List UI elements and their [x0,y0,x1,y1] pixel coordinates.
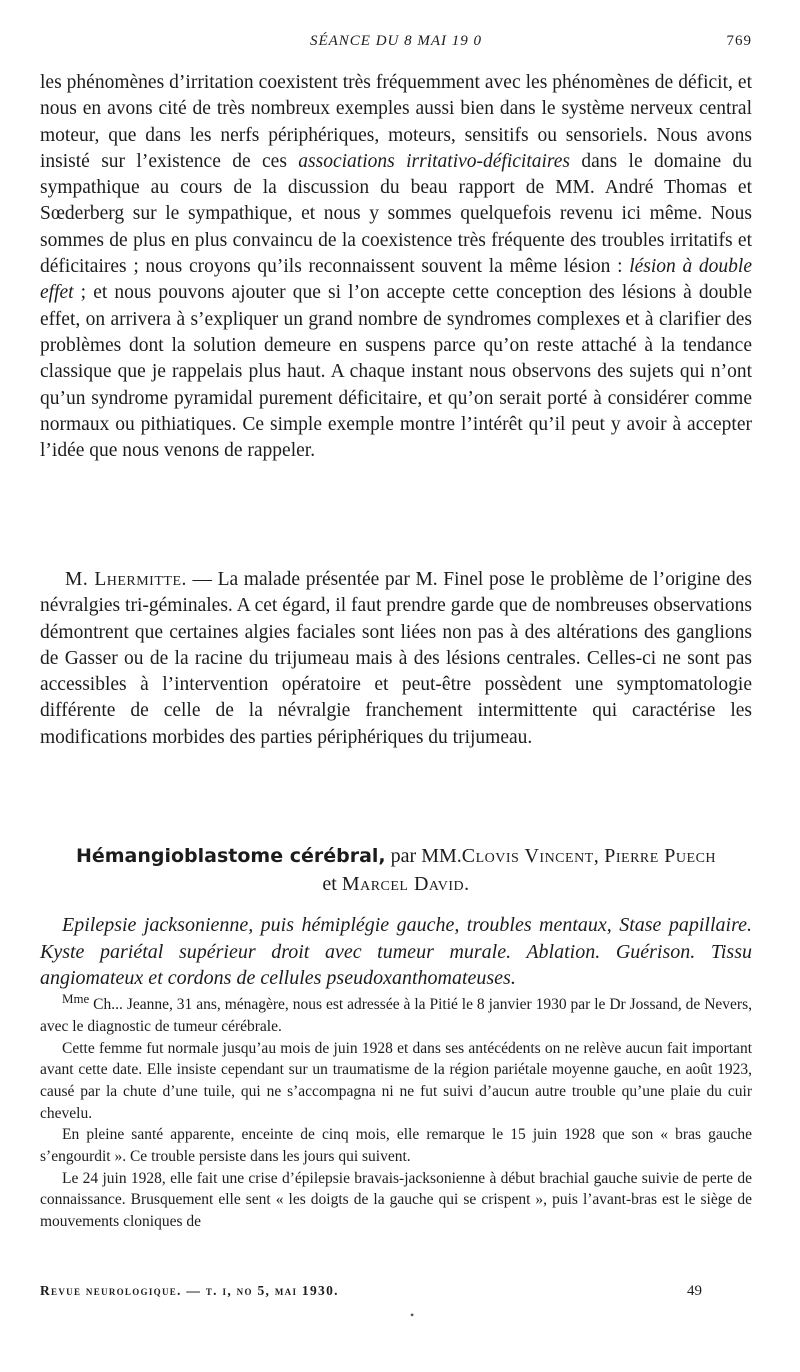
by-label: par MM. [390,845,462,867]
text-run: Ch... Jeanne, 31 ans, ménagère, nous est adressée à la Pitié le 8 janvier 1930 par le Dr Jossand, de Nevers, avec le diagnostic de tumeur cérébrale. [40,996,752,1035]
text-run: ; et nous pouvons ajouter que si l’on accepte cette conception des lésions à double effet, on arrivera à s’expliquer un grand nombre de syndromes complexes et à clarifier des problèmes dont la solution demeure en suspens parce qu’on reste attaché à la tendance classique que je rappelais plus haut. A chaque instant nous observons des sujets qui n’ont qu’un syndrome pyramidal purement déficitaire, et qu’on serait porté à considérer comme normaux ou pithiatiques. Ce simple exemple montre l’intérêt qu’il peut y avoir à accepter l’idée que nous venons de rappeler. [40,282,752,462]
speaker-name: M. Lhermitte. [65,569,187,590]
page-number: 769 [726,33,752,49]
case-report [40,988,752,1233]
journal-reference: Revue neurologique. — t. i, no 5, mai 1930. [40,1283,339,1298]
case-paragraph-3: En pleine santé apparente, enceinte de cinq mois, elle remarque le 15 juin 1928 que son « bras gauche s’engourdit ». Ce trouble persiste dans les jours qui suivent. [40,1126,752,1166]
discussion-paragraph-2 [40,567,752,751]
author-2: Pierre Puech [604,845,717,867]
case-paragraph-2: Cette femme fut normale jusqu’au mois de juin 1928 et dans ses antécédents on ne relève aucun fait important avant cette date. Elle insiste cependant sur un traumatisme de la région pariétale moyenne gauche, en août 1923, causé par la chute d’une tuile, qui ne s’accompagna ni ne fut suivi d’aucun autre trouble qu’une plaie du cuir chevelu. [40,1039,752,1122]
discussion-paragraph-1 [40,70,752,464]
italic-term: lésion à double effet [40,256,752,304]
author-3: Marcel David. [341,873,470,895]
patient-title: Mme [62,991,90,1006]
author-1: Clovis Vincent, [461,845,600,867]
text-run: — La malade présentée par M. Finel pose le problème de l’origine des névralgies tri-géminales. A cet égard, il faut prendre garde que de nombreuses observations démontrent que certaines algies faciales sont liées non pas à des altérations des ganglions de Gasser ou de la racine du trijumeau mais à des lésions centrales. Celles-ci ne sont pas accessibles à l’intervention opératoire et peut-être possèdent une symptomatologie différente de celle de la névralgie franchement intermittente qui caractérise les modifications morbides des parties périphériques du trijumeau. [40,569,753,748]
article-heading [40,842,752,898]
running-title: SÉANCE DU 8 MAI 19 0 [309,33,483,49]
article-subtitle: Epilepsie jacksonienne, puis hémiplégie gauche, troubles mentaux, Stase papillaire. Kyste pariétal supérieur droit avec tumeur murale. Ablation. Guérison. Tissu angiomateux et cordons de cellules pseudoxanthomateuses. [40,914,752,989]
article-title: Hémangioblastome cérébral, [75,845,386,867]
printer-mark: • [410,1308,415,1322]
text-run: les phénomènes d’irritation coexistent très fréquemment avec les phénomènes de déficit, et nous en avons cité de très nombreux exemples aussi bien dans le système nerveux central moteur, que dans les nerfs périphériques, moteurs, sensitifs ou sensoriels. Nous avons insisté sur l’existence de ces [40,72,752,172]
italic-term: associations irritativo-déficitaires [298,150,571,172]
and-label: et [322,873,337,895]
text-run: dans le domaine du sympathique au cours de la discussion du beau rapport de MM. André Thomas et Sœderberg sur le sympathique, et nous y sommes quelquefois revenu ici même. Nous sommes de plus en plus convaincu de la coexistence très fréquente des troubles irritatifs et déficitaires ; nous croyons qu’ils reconnaissent souvent la même lésion : [40,150,752,278]
running-header [40,33,752,55]
page-footer [40,1283,752,1305]
signature-number: 49 [687,1283,702,1299]
case-paragraph-1 [40,988,752,1038]
case-paragraph-4: Le 24 juin 1928, elle fait une crise d’épilepsie bravais-jacksonienne à début brachial gauche suivie de perte de connaissance. Brusquement elle sent « les doigts de la gauche qui se crispent », puis l’avant-bras est le siège de mouvements cloniques de [40,1169,752,1231]
